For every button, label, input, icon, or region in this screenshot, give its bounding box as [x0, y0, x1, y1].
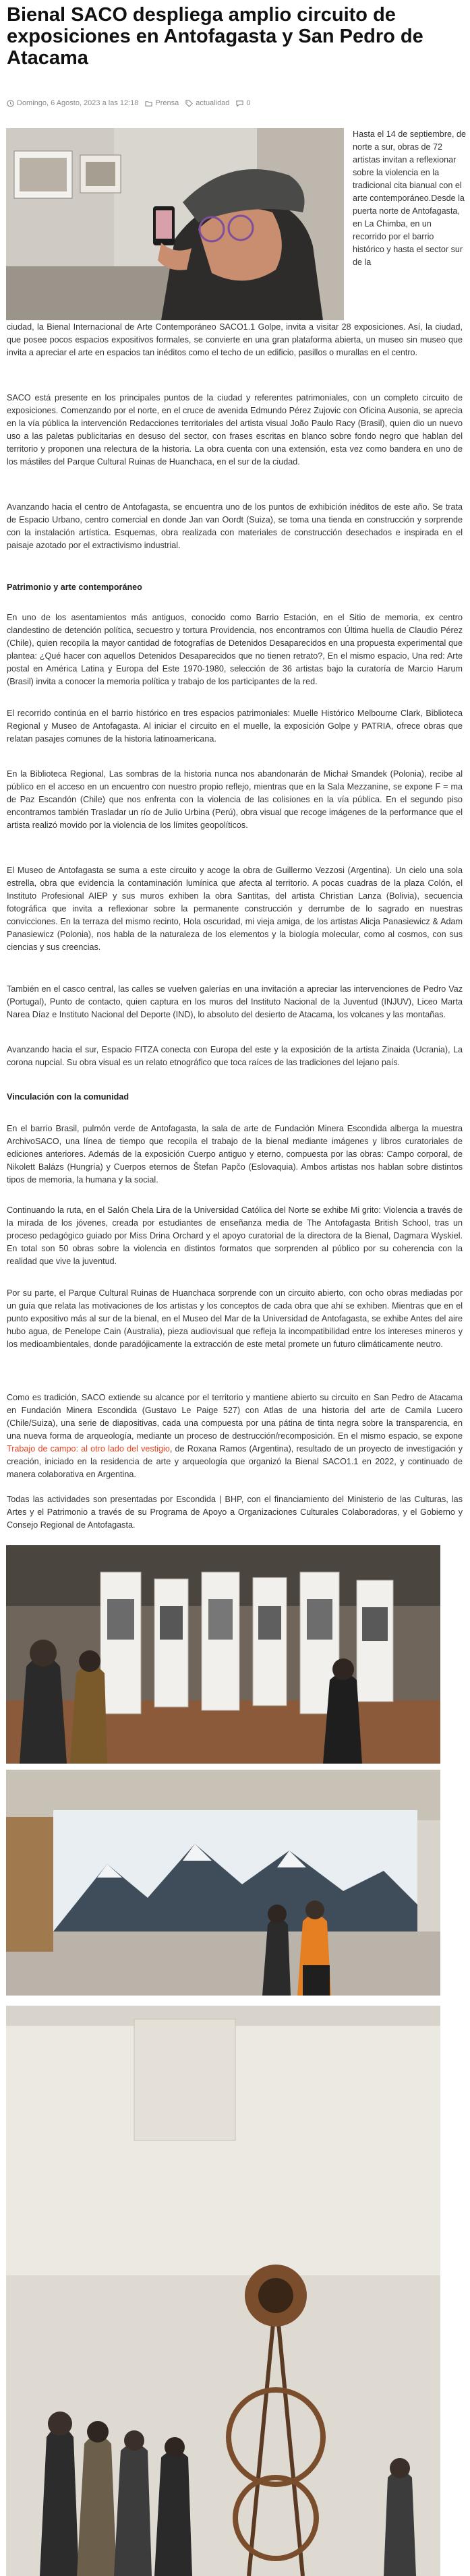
meta-date	[7, 99, 138, 107]
lead-photo	[6, 128, 344, 320]
paragraph-2: SACO está presente en los principales puntos de la ciudad y referentes patrimoniales, con un completo circuito de exposiciones. Comenzando por el norte, en el cruce de avenida Edmundo Pérez Zujovic con Oficina Ausonia, se aprecia en la vía pública la intervención Redacciones territoriales del artista visual João Paulo Racy (Brasil), quien dio un nuevo uso a las paletas publicitarias en desuso del sector, con frases escritas en blanco sobre fondo negro que hablan del territorio y proponen una relectura de la historia. La obra cuenta con una extensión, esta vez como bandera en uno de los mástiles del Parque Cultural Ruinas de Huanchaca, en el sur de la ciudad.	[7, 393, 463, 467]
paragraph-13	[7, 1391, 463, 1481]
paragraph-13-text-b: , de Roxana Ramos (Argentina), resultado de un proyecto de investigación y creación, iniciado en la residencia de arte y arqueología que organizó la Bienal SACO1.1 en 2022, y continuado de manera colaborativa en Argentina.	[7, 1444, 463, 1479]
meta-comments-count[interactable]: 0	[246, 99, 251, 107]
paragraph-8: También en el casco central, las calles se vuelven galerías en una invitación a apreciar las intervenciones de Pedro Vaz (Portugal), Punto de contacto, quien captura en los muros del Instituto Nacional de la Juventud (INJUV), Liceo Marta Narea Díaz e Instituto Nacional del Deporte (IND), lo absoluto del desierto de Atacama, los volcanes y las montañas.	[7, 984, 463, 1019]
gallery-photo-exhibition-panels	[6, 1545, 440, 1764]
lead-paragraph-tail: ciudad, la Bienal Internacional de Arte Contemporáneo SACO1.1 Golpe, invita a visitar 28 exposiciones. Así, la ciudad, que posee pocos espacios expositivos formales, se convierte en una gran plataforma abierta, un museo sin museo que invita a apreciar el arte en espacios tan inéditos como el techo de un edificio, pasillos o murallas en el centro.	[7, 322, 463, 357]
trabajo-de-campo-link[interactable]: Trabajo de campo: al otro lado del vestigio	[7, 1444, 170, 1454]
section-heading-vinculacion: Vinculación con la comunidad	[7, 1092, 129, 1102]
meta-tag-text[interactable]: actualidad	[196, 99, 230, 107]
paragraph-11: Continuando la ruta, en el Salón Chela Lira de la Universidad Católica del Norte se exhibe Mi grito: Violencia a través de la mirada de los jóvenes, creada por estudiantes de enseñanza media de The Antofagasta British School, tras un proceso pedagógico guiado por Miss Drina Orchard y el apoyo curatorial de la directora de la Bienal, Dagmara Wyskiel. En total son 50 obras sobre la violencia en distintos formatos que sorprenden al público por su coherencia con la realidad que vive la juventud.	[7, 1205, 463, 1266]
meta-category[interactable]	[145, 99, 179, 107]
article-title: Bienal SACO despliega amplio circuito de exposiciones en Antofagasta y San Pedro de Atacama	[7, 4, 423, 69]
gallery-photo-camera-installation	[6, 2006, 440, 2576]
paragraph-6: En la Biblioteca Regional, Las sombras de la historia nunca nos abandonarán de Michał Smandek (Polonia), recibe al público en el acceso en un encuentro con nuestro propio reflejo, mientras que en la Sala Mezzanine, se expone F = ma de Paz Escandón (Chile) que nos enfrenta con la violencia de las colisiones en la vía pública. En el segundo piso encontramos también Trasladar un río de Julio Urbina (Perú), obra visual que recoge imágenes de la performance que el artista realizó movido por la violencia de los límites geopolíticos.	[7, 769, 463, 830]
gallery-photo-mountain-mural	[6, 1770, 440, 1996]
folder-icon	[145, 100, 152, 107]
meta-category-text[interactable]: Prensa	[155, 99, 179, 107]
section-heading-patrimonio: Patrimonio y arte contemporáneo	[7, 582, 142, 592]
paragraph-12: Por su parte, el Parque Cultural Ruinas de Huanchaca sorprende con un circuito abierto, con ocho obras mediadas por un guía que relata las motivaciones de los artistas y los conceptos de cada obra que ahí se exhiben. Mientras que en el punto expositivo más al sur de la bienal, en el Museo del Mar de la Universidad de Antofagasta, se exhibe Antes del aire hubo agua, de Penelope Cain (Australia), pieza audiovisual que refleja la incompatibilidad entre los intereses mineros y los medioambientales, donde paradójicamente la extracción de este metal promete un futuro climáticamente neutro.	[7, 1288, 463, 1349]
paragraph-13-text-a: Como es tradición, SACO extiende su alcance por el territorio y mantiene abierto su circuito en San Pedro de Atacama en Fundación Minera Escondida (Gustavo Le Paige 527) con Atlas de una historia del arte de Camila Lucero (Chile/Suiza), una serie de diapositivas, cada una compuesta por una pátina de tinta negra sobre la transparencia, en una nueva forma de arqueología, mediante un proceso de destrucción/recomposición. En el mismo espacio, se expone	[7, 1393, 463, 1441]
tag-icon	[185, 100, 193, 107]
paragraph-10: En el barrio Brasil, pulmón verde de Antofagasta, la sala de arte de Fundación Minera Escondida alberga la muestra ArchivoSACO, una línea de tiempo que recopila el trabajo de la bienal mediante imágenes y libros curatoriales de ediciones anteriores. Además de la exposición Cuerpo antiguo y eterno, compuesta por las obras: Campo corporal, de Nikolett Balázs (Hungría) y Cuerpos eternos de Štefan Papčo (Eslovaquia). Ambos artistas nos hablan sobre distintos tipos de memoria, la humana y la social.	[7, 1124, 463, 1185]
paragraph-9: Avanzando hacia el sur, Espacio FITZA conecta con Europa del este y la exposición de la artista Zinaida (Ucrania), La corona nupcial. Su obra visual es un relato etnográfico que toca raíces de las tradiciones del lejano país.	[7, 1045, 463, 1067]
meta-tag[interactable]	[185, 99, 229, 107]
paragraph-5: El recorrido continúa en el barrio histórico en tres espacios patrimoniales: Muelle Histórico Melbourne Clark, Biblioteca Regional y Museo de Antofagasta. Al iniciar el circuito en el muelle, la exposición Golpe y PATRIA, ofrece obras que relatan pasajes comunes de la historia latinoamericana.	[7, 709, 463, 744]
paragraph-3: Avanzando hacia el centro de Antofagasta, se encuentra uno de los puntos de exhibición inéditos de este año. Se trata de Espacio Urbano, centro comercial en donde Jan van Oordt (Suiza), se toma una tienda en construcción y sorprende con la instalación artística. Esquemas, obra realizada con materiales de construcción desechados e inspirada en el paisaje azotado por el extractivismo industrial.	[7, 502, 463, 550]
lead-paragraph-head: Hasta el 14 de septiembre, de norte a sur, obras de 72 artistas invitan a reflexionar sobre la violencia en la tradicional cita bianual con el arte contemporáneo.Desde la puerta norte de Antofagasta, en La Chimba, en un recorrido por el barrio histórico y hasta el sector sur de la	[353, 129, 467, 267]
meta-date-text: Domingo, 6 Agosto, 2023 a las 12:18	[17, 99, 139, 107]
comment-icon	[236, 100, 243, 107]
paragraph-14: Todas las actividades son presentadas por Escondida | BHP, con el financiamiento del Ministerio de las Culturas, las Artes y el Patrimonio a través de su Programa de Apoyo a Organizaciones Culturales Colaboradoras, y el Gobierno y Consejo Regional de Antofagasta.	[7, 1495, 463, 1530]
clock-icon	[7, 100, 14, 107]
article-meta	[7, 99, 459, 107]
meta-comments[interactable]	[236, 99, 250, 107]
paragraph-4: En uno de los asentamientos más antiguos, conocido como Barrio Estación, en el Sitio de memoria, ex centro clandestino de detención política, secuestro y tortura Providencia, nos encontramos con Última huella de Claudio Pérez (Chile), quien recopila la mayor cantidad de fotografías de Detenidos Desaparecidos en una propuesta experimental que plantea: ¿Qué hacer con aquellos Detenidos Desaparecidos que no tienen retrato?, En el mismo espacio, Una red: Arte postal en América Latina y Europa del Este 1970-1980, selección de 36 artistas bajo la curatoría de Marcio Harum (Brasil) invita a conocer la memoria política y trabajo de los participantes de la red.	[7, 613, 463, 686]
paragraph-7: El Museo de Antofagasta se suma a este circuito y acoge la obra de Guillermo Vezzosi (Argentina). Un cielo una sola estrella, obra que evidencia la contaminación lumínica que afecta al territorio. A pocas cuadras de la plaza Colón, el Instituto Profesional AIEP y sus muros exhiben la obra Santitas, del artista Christian Lanza (Bolivia), secuencia fotográfica que invita a reflexionar sobre la permanente construcción y derrumbe de lo sagrado en nuestras convicciones. En la terraza del mismo recinto, Hola oscuridad, mi vieja amiga, de los artistas Alicja Panasiewicz & Adam Panasiewicz (Polonia), nos habla de la naturaleza de los elementos y la biología molecular, como al cosmos, con sus ciencias y sus creencias.	[7, 866, 463, 952]
